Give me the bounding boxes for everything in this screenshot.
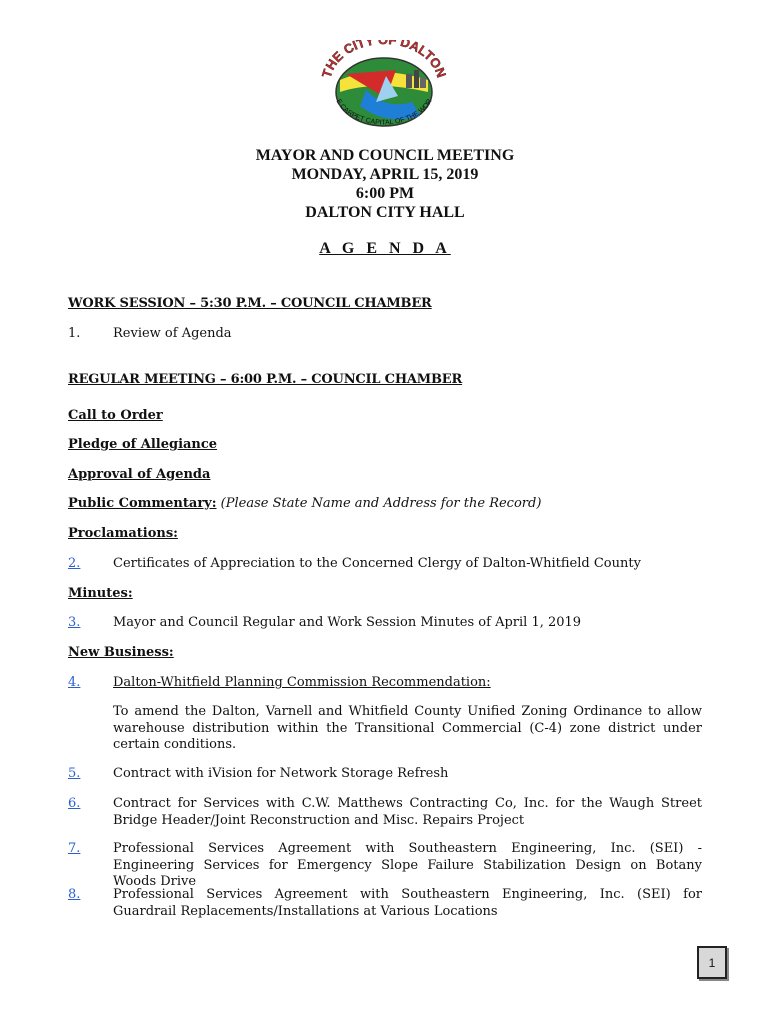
logo-top-text: THE CITY DALTON — [318, 40, 450, 80]
proclamations-heading: Proclamations: — [68, 526, 178, 541]
approval-of-agenda: Approval of Agenda — [68, 467, 211, 482]
item-text: Certificates of Appreciation to the Concerned Clergy of Dalton-Whitfield County — [113, 556, 641, 571]
item-link[interactable]: 3. — [68, 615, 81, 630]
call-to-order: Call to Order — [68, 408, 163, 423]
page-number: 1 — [697, 946, 727, 979]
item-text: Contract with iVision for Network Storage Refresh — [113, 766, 449, 781]
item-link[interactable]: 8. — [68, 887, 81, 902]
item-link[interactable]: 4. — [68, 675, 81, 690]
meeting-title: MAYOR AND COUNCIL MEETING — [255, 147, 515, 164]
item-link[interactable]: 5. — [68, 766, 81, 781]
new-business-heading: New Business: — [68, 645, 174, 660]
meeting-location: DALTON CITY HALL — [305, 204, 465, 221]
meeting-date: MONDAY, APRIL 15, 2019 — [291, 166, 479, 183]
item-text: Contract for Services with C.W. Matthews Contracting Co, Inc. for the Waugh Street Bridge Header/Joint Reconstruction and Misc. Repairs Project — [113, 796, 702, 828]
public-commentary: Public Commentary: (Please State Name and Address for the Record) — [68, 496, 542, 511]
item-link[interactable]: 2. — [68, 556, 81, 571]
agenda-title: A G E N D A — [319, 240, 451, 257]
item-text: Mayor and Council Regular and Work Session Minutes of April 1, 2019 — [113, 615, 582, 630]
item-text: Professional Services Agreement with Southeastern Engineering, Inc. (SEI) for Guardrail Replacements/Installations at Various Locations — [113, 887, 702, 919]
public-commentary-note: (Please State Name and Address for the Record) — [220, 496, 542, 511]
minutes-heading: Minutes: — [68, 586, 133, 601]
item-text: Review of Agenda — [113, 326, 232, 341]
regular-meeting-heading: REGULAR MEETING – 6:00 P.M. – COUNCIL CHAMBER — [68, 372, 463, 387]
item-number: 1. — [68, 326, 81, 341]
item-text: Dalton-Whitfield Planning Commission Recommendation: — [113, 675, 491, 690]
item-detail: To amend the Dalton, Varnell and Whitfield County Unified Zoning Ordinance to allow warehouse distribution within the Transitional Commercial (C-4) zone district under certain conditions. — [113, 704, 702, 752]
work-session-heading: WORK SESSION – 5:30 P.M. – COUNCIL CHAMBER — [68, 296, 432, 311]
item-text: Professional Services Agreement with Southeastern Engineering, Inc. (SEI) - Engineering Services for Emergency Slope Failure Stabilization Design on Botany Woods Drive — [113, 841, 702, 889]
meeting-time: 6:00 PM — [355, 185, 415, 202]
pledge-of-allegiance: Pledge of Allegiance — [68, 437, 218, 452]
city-logo — [316, 40, 452, 138]
item-link[interactable]: 6. — [68, 796, 81, 811]
logo-bottom-text: E CARPET CAPITAL OF THE WOR — [334, 98, 434, 127]
item-link[interactable]: 7. — [68, 841, 81, 856]
